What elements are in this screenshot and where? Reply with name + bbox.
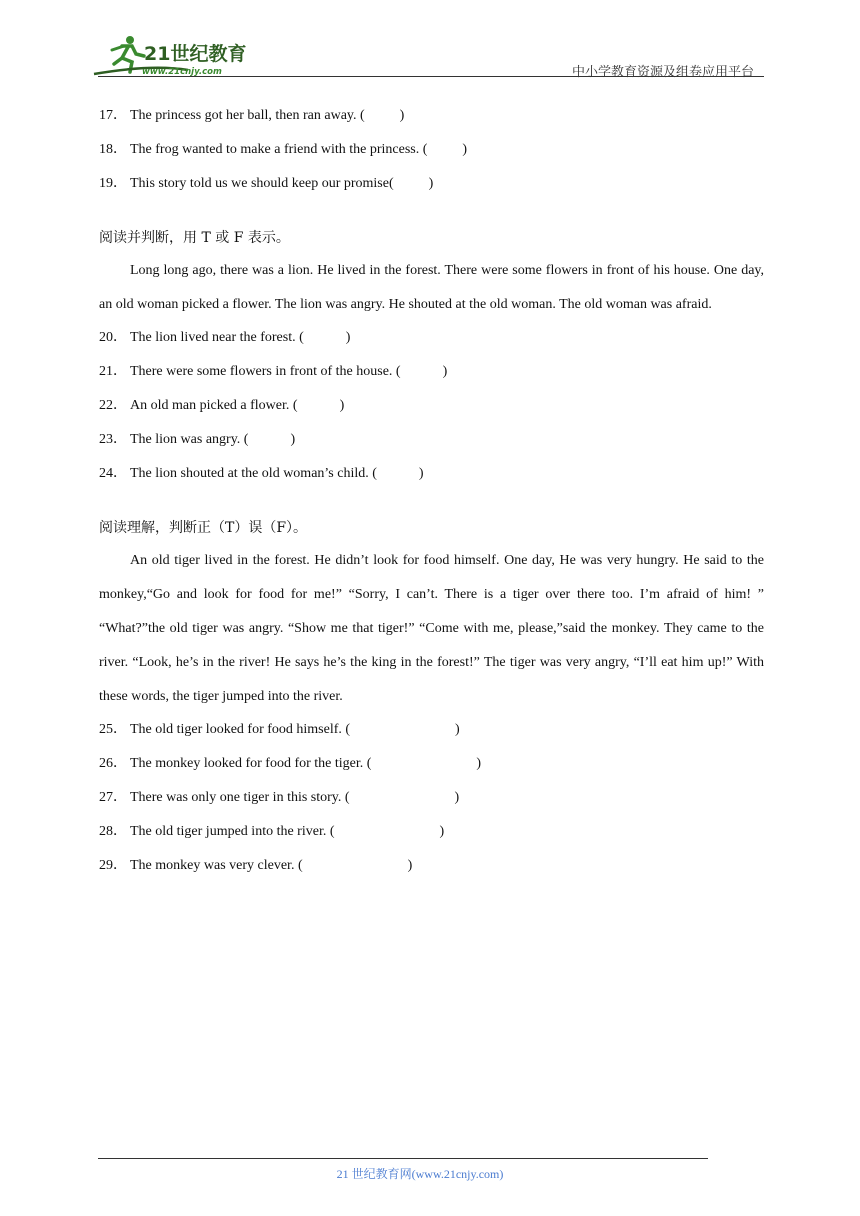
header-platform-text: 中小学教育资源及组卷应用平台 [571,65,754,80]
footer-divider [98,1158,708,1159]
reading-passage: An old tiger lived in the forest. He didn’t look for food himself. One day, He was very hungry. He said to the monkey,“Go and look for food for me!” “Sorry, I can’t. There is a tiger over there too. I’m afraid of him! ” “What?”the old tiger was angry. “Show me that tiger!” “Come with me, please,”said the monkey. They came to the river. “Look, he’s in the river! He says he’s the king in the forest!” The tiger was very angry, “I’ll eat him up!” With these words, the tiger jumped into the river. [99,553,764,704]
question-20: 20． The lion lived near the forest. ( ) [99,330,351,345]
section-title: 阅读并判断，用 T 或 F 表示。 [99,230,290,246]
question-24: 24． The lion shouted at the old woman’s child. ( ) [99,466,424,481]
page-footer [0,1165,860,1182]
worksheet-content [99,100,764,884]
question-29: 29． The monkey was very clever. ( ) [99,858,413,873]
reading-passage: Long long ago, there was a lion. He lived in the forest. There were some flowers in front of his house. One day, an old woman picked a flower. The lion was angry. He shouted at the old woman. The old woman was afraid. [99,263,764,312]
question-18: 18． The frog wanted to make a friend with the princess. ( ) [99,142,468,157]
question-21: 21． There were some flowers in front of the house. ( ) [99,364,448,379]
site-logo [92,34,272,78]
question-26: 26． The monkey looked for food for the tiger. ( ) [99,756,482,771]
section-title: 阅读理解，判断正（T）误（F）。 [99,520,308,536]
page-header [0,0,860,80]
question-22: 22． An old man picked a flower. ( ) [99,398,345,413]
header-divider [98,76,764,77]
question-17: 17． The princess got her ball, then ran away. ( ) [99,108,405,123]
section-tiger [99,512,764,884]
svg-text:www.21cnjy.com: www.21cnjy.com [142,67,222,77]
question-28: 28． The old tiger jumped into the river. ( ) [99,824,445,839]
question-23: 23． The lion was angry. ( ) [99,432,296,447]
svg-text:21世纪教育: 21世纪教育 [144,43,247,65]
question-25: 25． The old tiger looked for food himself. ( ) [99,722,460,737]
question-19: 19． This story told us we should keep our promise( ) [99,176,434,191]
question-27: 27． There was only one tiger in this story. ( ) [99,790,460,805]
section-lion [99,222,764,492]
footer-site-text: 21 世纪教育网(www.21cnjy.com) [336,1167,504,1181]
question-list-top [99,100,764,202]
